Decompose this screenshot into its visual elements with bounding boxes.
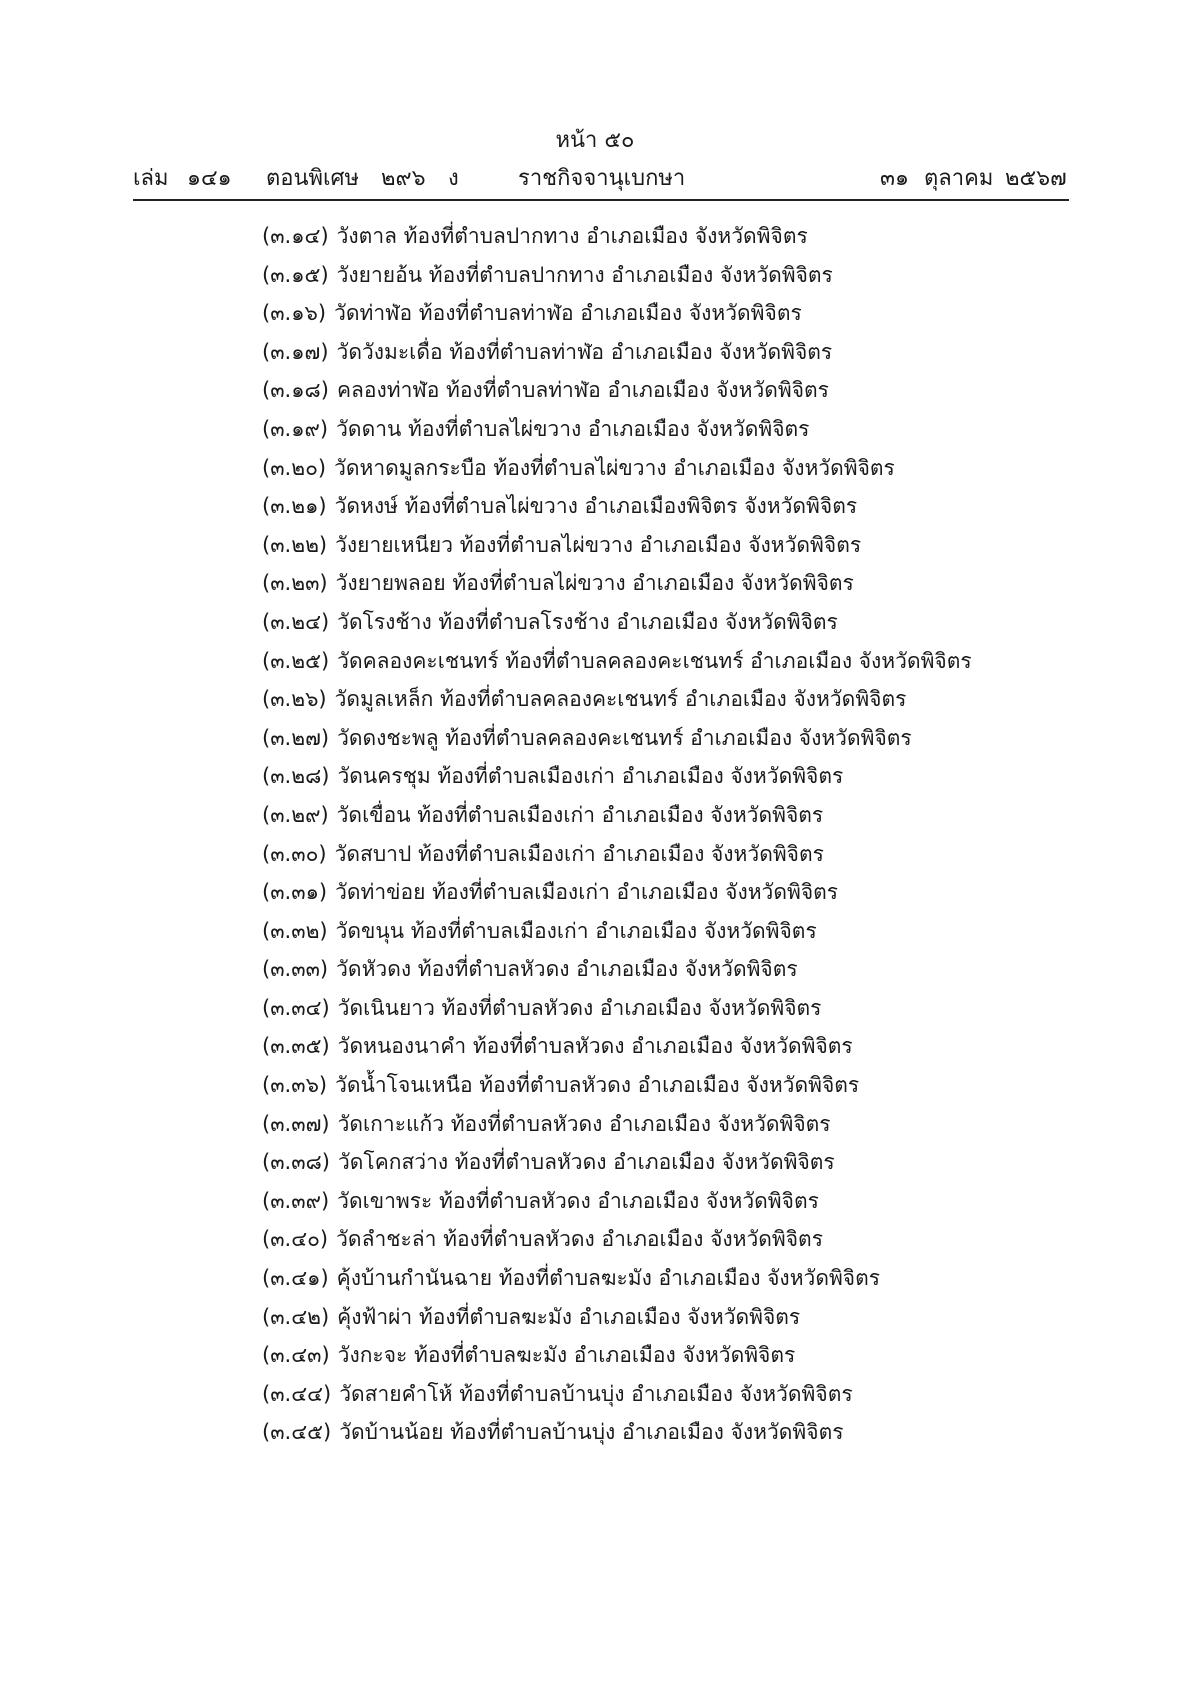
entry-number: (๓.๒๗) [262, 725, 330, 750]
list-item [262, 875, 1062, 914]
entry-number: (๓.๓๒) [262, 918, 328, 943]
list-item [262, 914, 1062, 953]
entry-text: วัดท่าฬ่อ ท้องที่ตำบลท่าฬ่อ อำเภอเมือง จังหวัดพิจิตร [334, 301, 802, 326]
entry-number: (๓.๒๘) [262, 764, 330, 789]
entry-number: (๓.๑๕) [262, 262, 329, 287]
date-day: ๓๑ [880, 166, 910, 191]
entry-text: วัดสบาป ท้องที่ตำบลเมืองเก่า อำเภอเมือง จังหวัดพิจิตร [334, 841, 824, 866]
gazette-header [133, 163, 1069, 197]
list-item [262, 1222, 1062, 1261]
entry-number: (๓.๑๔) [262, 224, 329, 248]
entry-number: (๓.๓๓) [262, 957, 329, 982]
entry-number: (๓.๒๑) [262, 494, 327, 519]
list-item [262, 1107, 1062, 1146]
issue-label: ตอนพิเศษ [266, 166, 360, 191]
entry-text: วัดวังมะเดื่อ ท้องที่ตำบลท่าฬ่อ อำเภอเมือง จังหวัดพิจิตร [336, 339, 833, 364]
list-item [262, 991, 1062, 1030]
list-item [262, 528, 1062, 567]
entry-text: วังยายเหนียว ท้องที่ตำบลไผ่ขวาง อำเภอเมือง จังหวัดพิจิตร [335, 532, 862, 557]
entry-text: วังยายพลอย ท้องที่ตำบลไผ่ขวาง อำเภอเมือง จังหวัดพิจิตร [335, 571, 854, 596]
list-item [262, 1029, 1062, 1068]
list-item [262, 1261, 1062, 1300]
list-item [262, 682, 1062, 721]
entry-number: (๓.๒๕) [262, 648, 330, 673]
list-item [262, 1338, 1062, 1377]
list-item [262, 373, 1062, 412]
entry-number: (๓.๓๖) [262, 1073, 328, 1098]
entry-text: วัดนครชุม ท้องที่ตำบลเมืองเก่า อำเภอเมือง จังหวัดพิจิตร [337, 764, 844, 789]
entry-text: วัดหนองนาคำ ท้องที่ตำบลหัวดง อำเภอเมือง จังหวัดพิจิตร [337, 1034, 853, 1059]
entry-number: (๓.๔๔) [262, 1381, 332, 1406]
entry-text: วัดขนุน ท้องที่ตำบลเมืองเก่า อำเภอเมือง จังหวัดพิจิตร [335, 918, 817, 943]
entry-text: คุ้งฟ้าผ่า ท้องที่ตำบลฆะมัง อำเภอเมือง จังหวัดพิจิตร [337, 1304, 801, 1329]
date-year: ๒๕๖๗ [1005, 166, 1067, 191]
entry-number: (๓.๓๔) [262, 995, 330, 1020]
entry-number: (๓.๒๓) [262, 571, 328, 596]
list-item [262, 759, 1062, 798]
entry-text: คุ้งบ้านกำนันฉาย ท้องที่ตำบลฆะมัง อำเภอเมือง จังหวัดพิจิตร [336, 1266, 881, 1291]
volume-label: เล่ม [133, 166, 169, 191]
entry-text: วัดมูลเหล็ก ท้องที่ตำบลคลองคะเชนทร์ อำเภอเมือง จังหวัดพิจิตร [334, 687, 907, 712]
entry-number: (๓.๔๒) [262, 1304, 330, 1329]
list-item [262, 335, 1062, 374]
entry-text: วัดดาน ท้องที่ตำบลไผ่ขวาง อำเภอเมือง จังหวัดพิจิตร [336, 416, 810, 441]
entry-text: วัดเนินยาว ท้องที่ตำบลหัวดง อำเภอเมือง จังหวัดพิจิตร [337, 995, 822, 1020]
entry-number: (๓.๔๑) [262, 1266, 329, 1291]
entry-number: (๓.๓๙) [262, 1188, 330, 1213]
list-item [262, 219, 1062, 258]
volume-number: ๑๔๑ [187, 166, 232, 191]
entry-text: วัดลำชะล่า ท้องที่ตำบลหัวดง อำเภอเมือง จังหวัดพิจิตร [336, 1227, 823, 1252]
entry-text: วังตาล ท้องที่ตำบลปากทาง อำเภอเมือง จังหวัดพิจิตร [336, 224, 808, 248]
list-item [262, 837, 1062, 876]
entry-text: วัดโคกสว่าง ท้องที่ตำบลหัวดง อำเภอเมือง จังหวัดพิจิตร [337, 1150, 835, 1175]
list-item [262, 1068, 1062, 1107]
list-item [262, 1300, 1062, 1339]
header-rule [133, 199, 1069, 201]
list-item [262, 605, 1062, 644]
entry-text: คลองท่าฬ่อ ท้องที่ตำบลท่าฬ่อ อำเภอเมือง จังหวัดพิจิตร [336, 378, 829, 403]
list-item [262, 1377, 1062, 1416]
entry-number: (๓.๓๑) [262, 880, 328, 905]
entry-number: (๓.๑๗) [262, 339, 329, 364]
list-item [262, 296, 1062, 335]
entry-number: (๓.๑๘) [262, 378, 329, 403]
entry-text: วัดดงชะพลู ท้องที่ตำบลคลองคะเชนทร์ อำเภอเมือง จังหวัดพิจิตร [337, 725, 912, 750]
entry-text: วัดน้ำโจนเหนือ ท้องที่ตำบลหัวดง อำเภอเมือง จังหวัดพิจิตร [335, 1073, 860, 1098]
journal-name: ราชกิจจานุเบกษา [518, 166, 686, 191]
entry-number: (๓.๒๔) [262, 609, 330, 634]
entry-text: วัดหงษ์ ท้องที่ตำบลไผ่ขวาง อำเภอเมืองพิจิตร จังหวัดพิจิตร [334, 494, 858, 519]
entry-text: วัดโรงช้าง ท้องที่ตำบลโรงช้าง อำเภอเมือง จังหวัดพิจิตร [337, 609, 838, 634]
entry-text: วังยายอ้น ท้องที่ตำบลปากทาง อำเภอเมือง จังหวัดพิจิตร [336, 262, 833, 287]
list-item [262, 1184, 1062, 1223]
entry-number: (๓.๔๓) [262, 1343, 330, 1368]
entry-number: (๓.๔๐) [262, 1227, 329, 1252]
entry-text: วัดสายคำโห้ ท้องที่ตำบลบ้านบุ่ง อำเภอเมือง จังหวัดพิจิตร [339, 1381, 853, 1406]
entry-number: (๓.๓๐) [262, 841, 327, 866]
entry-number: (๓.๒๖) [262, 687, 327, 712]
entry-text: วัดบ้านน้อย ท้องที่ตำบลบ้านบุ่ง อำเภอเมือง จังหวัดพิจิตร [339, 1420, 844, 1445]
entry-number: (๓.๒๒) [262, 532, 328, 557]
entry-number: (๓.๓๘) [262, 1150, 330, 1175]
entry-list [262, 219, 1062, 1454]
entry-number: (๓.๑๙) [262, 416, 329, 441]
entry-number: (๓.๓๗) [262, 1111, 330, 1136]
entry-text: วัดท่าข่อย ท้องที่ตำบลเมืองเก่า อำเภอเมือง จังหวัดพิจิตร [335, 880, 839, 905]
entry-text: วัดเขาพระ ท้องที่ตำบลหัวดง อำเภอเมือง จังหวัดพิจิตร [337, 1188, 819, 1213]
entry-number: (๓.๓๕) [262, 1034, 330, 1059]
list-item [262, 566, 1062, 605]
list-item [262, 258, 1062, 297]
entry-text: วัดเขื่อน ท้องที่ตำบลเมืองเก่า อำเภอเมือง จังหวัดพิจิตร [336, 802, 824, 827]
entry-text: วัดหาดมูลกระบือ ท้องที่ตำบลไผ่ขวาง อำเภอเมือง จังหวัดพิจิตร [334, 455, 895, 480]
entry-text: วังกะจะ ท้องที่ตำบลฆะมัง อำเภอเมือง จังหวัดพิจิตร [337, 1343, 796, 1368]
list-item [262, 1145, 1062, 1184]
list-item [262, 952, 1062, 991]
page-number: หน้า ๕๐ [555, 128, 635, 153]
entry-text: วัดเกาะแก้ว ท้องที่ตำบลหัวดง อำเภอเมือง จังหวัดพิจิตร [337, 1111, 831, 1136]
entry-number: (๓.๒๙) [262, 802, 329, 827]
list-item [262, 489, 1062, 528]
date-month: ตุลาคม [924, 166, 994, 191]
list-item [262, 451, 1062, 490]
entry-number: (๓.๑๖) [262, 301, 327, 326]
list-item [262, 798, 1062, 837]
entry-text: วัดหัวดง ท้องที่ตำบลหัวดง อำเภอเมือง จังหวัดพิจิตร [336, 957, 798, 982]
issue-number: ๒๙๖ [381, 166, 426, 191]
list-item [262, 644, 1062, 683]
list-item [262, 721, 1062, 760]
list-item [262, 1415, 1062, 1454]
entry-number: (๓.๔๕) [262, 1420, 332, 1445]
list-item [262, 412, 1062, 451]
entry-number: (๓.๒๐) [262, 455, 327, 480]
entry-text: วัดคลองคะเชนทร์ ท้องที่ตำบลคลองคะเชนทร์ อำเภอเมือง จังหวัดพิจิตร [337, 648, 972, 673]
issue-suffix: ง [448, 166, 459, 191]
